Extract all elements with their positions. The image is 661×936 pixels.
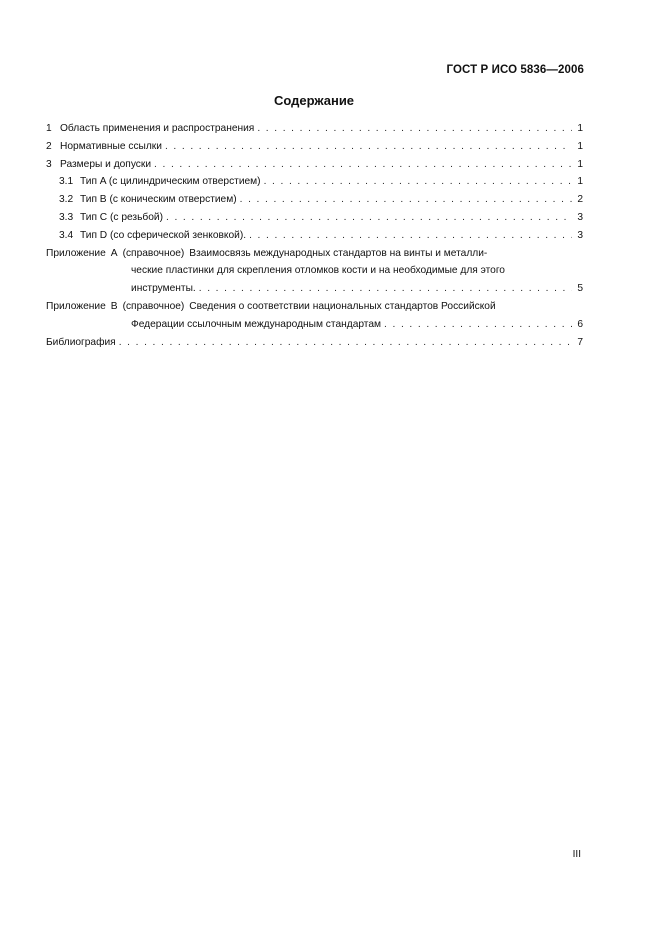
toc-entry-appendix-b[interactable] bbox=[46, 298, 583, 316]
appendix-label: Приложение bbox=[46, 300, 106, 312]
toc-page-number: 5 bbox=[577, 283, 583, 295]
toc-entry-text: Взаимосвязь международных стандартов на винты и металли- bbox=[189, 247, 488, 259]
toc-leader-dots bbox=[240, 191, 572, 209]
toc-page-number: 3 bbox=[577, 211, 583, 223]
toc-entry-number: 2 bbox=[46, 140, 52, 152]
table-of-contents bbox=[46, 120, 583, 351]
toc-entry-number: 3 bbox=[46, 158, 52, 170]
toc-leader-dots bbox=[249, 227, 572, 245]
toc-entry-appendix-a-continued bbox=[46, 262, 583, 280]
toc-page-number: 1 bbox=[577, 158, 583, 170]
toc-entry-text: Тип D (со сферической зенковкой). bbox=[80, 229, 247, 241]
toc-entry-number: 3.4 bbox=[59, 229, 74, 241]
toc-entry-text: ческие пластинки для скрепления отломков кости и на необходимые для этого bbox=[131, 265, 505, 277]
toc-page-number: 2 bbox=[577, 194, 583, 206]
appendix-letter: В bbox=[110, 300, 118, 312]
toc-page-number: 1 bbox=[577, 140, 583, 152]
toc-entry-3-3[interactable] bbox=[46, 209, 583, 227]
toc-entry-text: Федерации ссылочным международным стандартам bbox=[131, 318, 382, 330]
page-title: Содержание bbox=[273, 93, 355, 108]
toc-entry-appendix-a[interactable] bbox=[46, 245, 583, 263]
appendix-kind: (справочное) bbox=[122, 247, 185, 259]
toc-entry-text: Тип B (с коническим отверстием) bbox=[80, 194, 237, 206]
toc-entry-3-1[interactable] bbox=[46, 173, 583, 191]
toc-entry-number: 1 bbox=[46, 123, 52, 134]
toc-leader-dots bbox=[166, 209, 572, 227]
toc-entry-3-4[interactable] bbox=[46, 227, 583, 245]
toc-entry-appendix-b-last[interactable] bbox=[46, 316, 583, 334]
toc-entry-1[interactable] bbox=[46, 120, 583, 138]
toc-page-number: 3 bbox=[577, 229, 583, 241]
appendix-kind: (справочное) bbox=[122, 300, 185, 312]
toc-entry-3[interactable] bbox=[46, 156, 583, 174]
toc-entry-number: 3.1 bbox=[59, 176, 74, 188]
toc-entry-2[interactable] bbox=[46, 138, 583, 156]
toc-leader-dots bbox=[119, 334, 572, 352]
toc-entry-text: Тип C (с резьбой) bbox=[80, 211, 163, 223]
toc-leader-dots bbox=[384, 316, 572, 334]
toc-entry-text: Сведения о соответствии национальных стандартов Российской bbox=[189, 300, 496, 312]
toc-leader-dots bbox=[264, 173, 572, 191]
toc-entry-text: Область применения и распространения bbox=[60, 123, 255, 134]
toc-leader-dots bbox=[257, 120, 572, 138]
toc-entry-text: Размеры и допуски bbox=[60, 158, 152, 170]
toc-entry-text: Тип A (с цилиндрическим отверстием) bbox=[80, 176, 261, 188]
toc-leader-dots bbox=[199, 280, 572, 298]
document-header: ГОСТ Р ИСО 5836—2006 bbox=[446, 64, 584, 76]
toc-entry-bibliography[interactable] bbox=[46, 334, 583, 352]
toc-page-number: 1 bbox=[577, 123, 583, 134]
page-folio-number: III bbox=[572, 849, 581, 860]
toc-entry-number: 3.2 bbox=[59, 194, 74, 206]
toc-leader-dots bbox=[165, 138, 572, 156]
toc-page-number: 6 bbox=[577, 318, 583, 330]
toc-entry-text: Нормативные ссылки bbox=[60, 140, 162, 152]
toc-entry-appendix-a-last[interactable] bbox=[46, 280, 583, 298]
appendix-label: Приложение bbox=[46, 247, 106, 259]
toc-entry-number: 3.3 bbox=[59, 211, 74, 223]
appendix-letter: А bbox=[110, 247, 118, 259]
toc-entry-3-2[interactable] bbox=[46, 191, 583, 209]
toc-entry-text: инструменты. bbox=[131, 283, 196, 295]
toc-leader-dots bbox=[154, 156, 572, 174]
toc-page-number: 7 bbox=[577, 336, 583, 348]
toc-page-number: 1 bbox=[577, 176, 583, 188]
toc-entry-text: Библиография bbox=[46, 336, 116, 348]
